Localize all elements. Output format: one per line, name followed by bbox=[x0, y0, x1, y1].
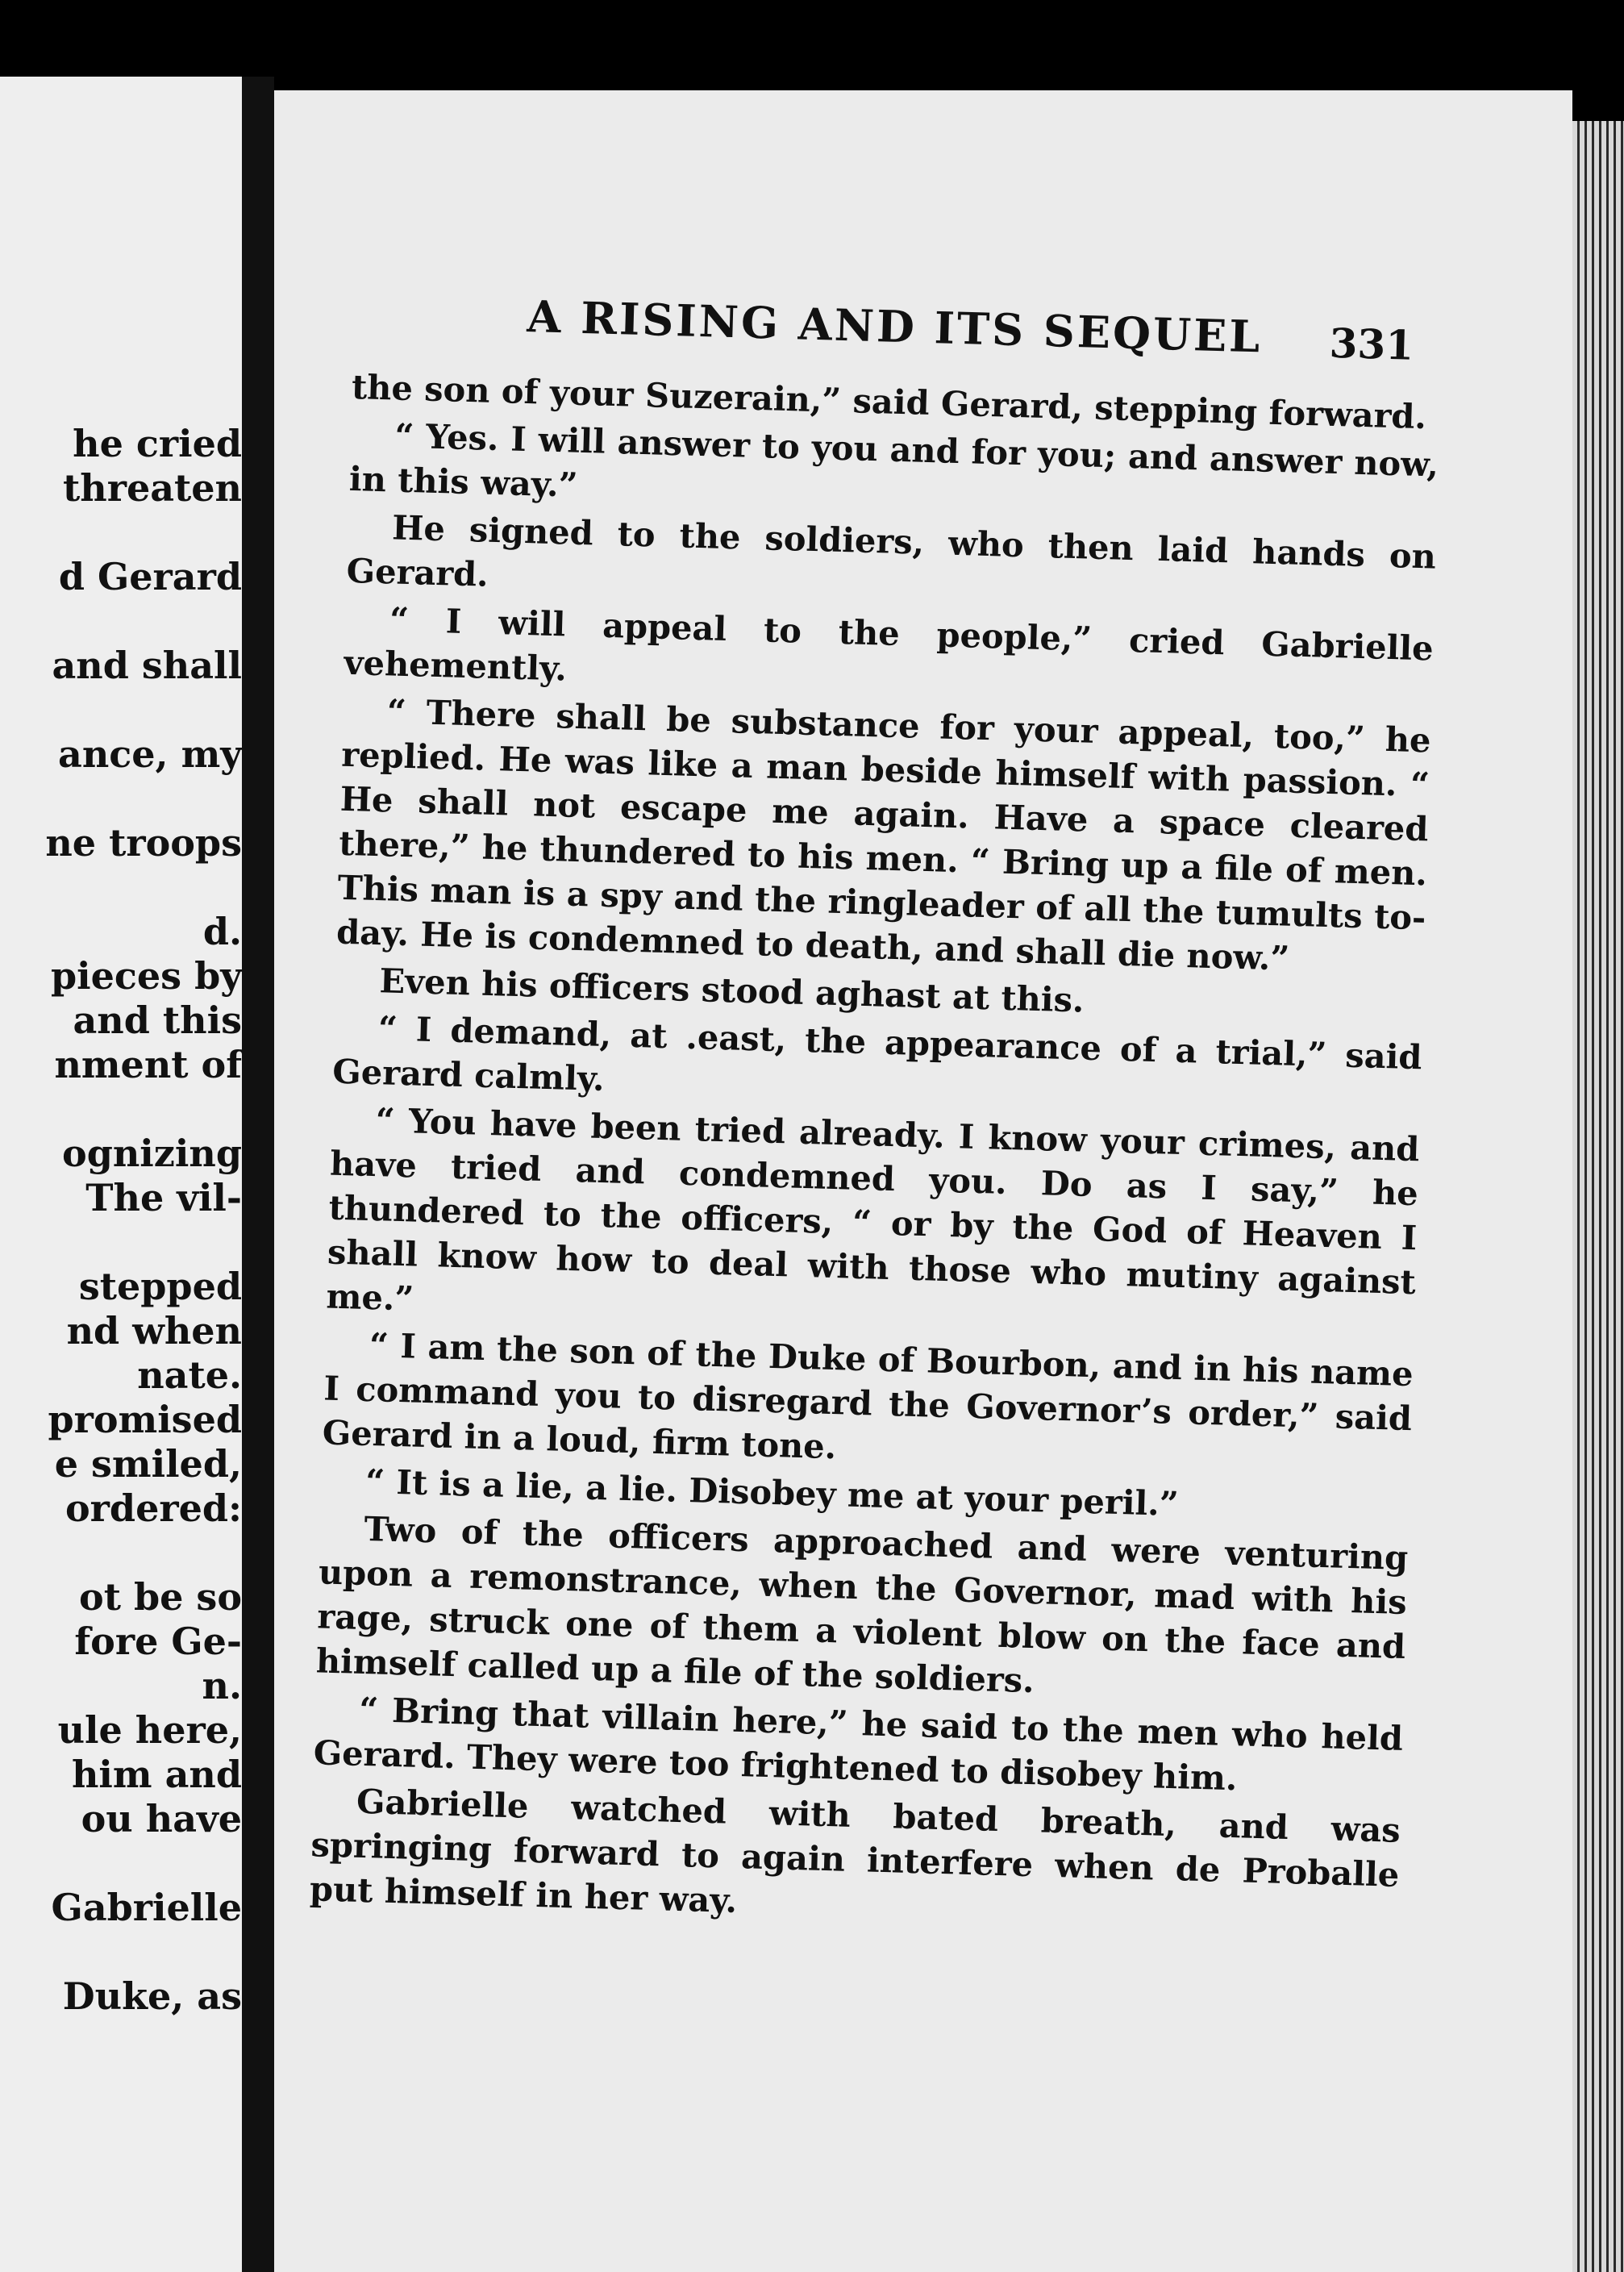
body-text bbox=[309, 365, 1440, 1941]
left-page-line: ognizing bbox=[62, 1132, 242, 1175]
left-page-line: nment of bbox=[54, 1043, 242, 1086]
left-page-line: ordered: bbox=[65, 1486, 242, 1530]
paragraph: the son of your Suzerain,” said Gerard, stepping forward. bbox=[351, 366, 1427, 437]
paragraph: “ I demand, at .east, the appearance of a trial,” said Gerard calmly. bbox=[331, 1008, 1423, 1099]
paragraph: Even his officers stood aghast at this. bbox=[378, 961, 1085, 1020]
left-page-line: stepped bbox=[78, 1265, 242, 1308]
left-page-line: nd when bbox=[66, 1309, 242, 1353]
left-page-line: e smiled, bbox=[54, 1442, 242, 1486]
paragraph: “ Yes. I will answer to you and for you; and answer now, in this way.” bbox=[348, 415, 1439, 505]
left-page-line: ule here, bbox=[57, 1708, 242, 1752]
page-number: 331 bbox=[1328, 319, 1414, 369]
paragraph: “ It is a lie, a lie. Disobey me at your peril.” bbox=[364, 1461, 1180, 1524]
left-page-line: ance, my bbox=[58, 732, 242, 776]
paragraph: Two of the officers approached and were venturing upon a remonstrance, when the Governor, mad with his rage, struck one of them a violent blow on the face and himself called up a file of the soldiers. bbox=[315, 1508, 1409, 1701]
running-head: A RISING AND ITS SEQUEL bbox=[526, 290, 1264, 363]
book-gutter bbox=[242, 77, 274, 2272]
paragraph: “ There shall be substance for your appeal, too,” he replied. He was like a man beside himself with passion. “ He shall not escape me again. Have a space cleared there,” he thundered to his men. “ Bring up a file of men. This man is a spy and the ringleader of all the tumults to-day. He is condemned to death, and shall die now.” bbox=[335, 691, 1432, 978]
page-edges bbox=[1572, 121, 1624, 2272]
right-page bbox=[274, 90, 1572, 2272]
left-page-line: threaten bbox=[63, 466, 242, 510]
left-page-line: ou have bbox=[81, 1797, 242, 1841]
paragraph: “ You have been tried already. I know your crimes, and have tried and condemned you. Do as I say,” he thundered to the officers, “ or by the God of Heaven I shall know how to deal with those who mutiny against me.” bbox=[325, 1100, 1420, 1319]
left-page-line: he cried bbox=[73, 422, 242, 465]
left-page-line: The vil- bbox=[85, 1176, 242, 1219]
paragraph: He signed to the soldiers, who then laid hands on Gerard. bbox=[346, 507, 1437, 594]
paragraph: “ I am the son of the Duke of Bourbon, and in his name I command you to disregard the Governor’s order,” said Gerard in a loud, firm tone. bbox=[322, 1325, 1414, 1467]
left-page-line: n. bbox=[202, 1664, 242, 1707]
left-page-line: him and bbox=[71, 1753, 242, 1796]
paragraph: “ I will appeal to the people,” cried Gabrielle vehemently. bbox=[343, 599, 1435, 689]
left-page-line: fore Ge- bbox=[74, 1620, 242, 1663]
left-page-line: and shall bbox=[52, 644, 242, 687]
left-page-line: Gabrielle bbox=[51, 1886, 242, 1929]
page-content bbox=[309, 276, 1443, 1945]
left-page-line: nate. bbox=[137, 1353, 242, 1397]
left-page-line: d Gerard bbox=[58, 555, 242, 598]
left-page-line: ot be so bbox=[79, 1575, 242, 1619]
left-page bbox=[0, 77, 242, 2272]
left-page-line: promised bbox=[48, 1398, 242, 1441]
left-page-line: ne troops bbox=[45, 821, 242, 865]
paragraph: Gabrielle watched with bated breath, and was springing forward to again interfere when de Proballe put himself in her way. bbox=[309, 1781, 1401, 1921]
left-page-line: d. bbox=[202, 910, 242, 953]
left-page-line: Duke, as bbox=[62, 1974, 242, 2018]
left-page-line: and this bbox=[73, 998, 242, 1042]
paragraph: “ Bring that villain here,” he said to the men who held Gerard. They were too frightened to disobey him. bbox=[313, 1689, 1404, 1799]
left-page-line: pieces by bbox=[51, 954, 242, 998]
